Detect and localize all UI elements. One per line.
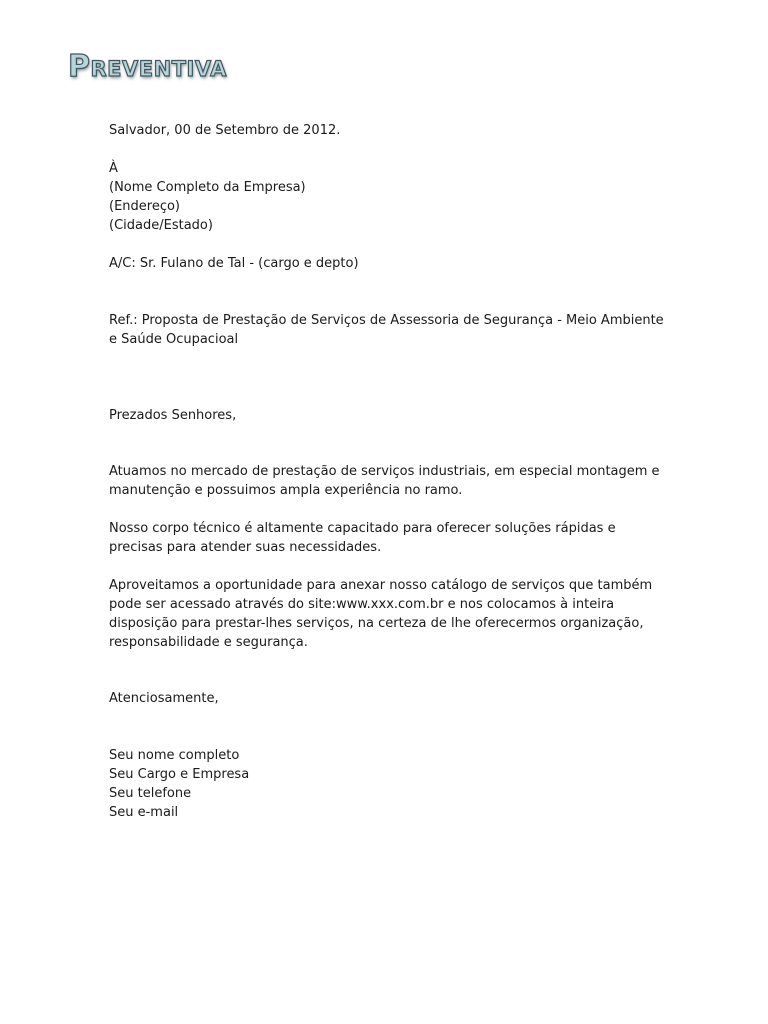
paragraph-line: Aproveitamos a oportunidade para anexar nosso catálogo de serviços que também bbox=[109, 578, 653, 593]
paragraph-line: Atuamos no mercado de prestação de serviços industriais, em especial montagem e bbox=[109, 464, 660, 479]
paragraph-3 bbox=[109, 576, 669, 652]
recipient-to: À bbox=[109, 161, 118, 176]
signature-role: Seu Cargo e Empresa bbox=[109, 767, 250, 782]
paragraph-1 bbox=[109, 462, 669, 500]
recipient-address: (Endereço) bbox=[109, 199, 181, 214]
recipient-city-state: (Cidade/Estado) bbox=[109, 218, 213, 233]
signature-email: Seu e-mail bbox=[109, 805, 179, 820]
paragraph-line: precisas para atender suas necessidades. bbox=[109, 540, 382, 555]
closing: Atenciosamente, bbox=[109, 691, 219, 706]
signature-name: Seu nome completo bbox=[109, 748, 240, 763]
company-logo: Preventiva bbox=[68, 49, 227, 84]
paragraph-line: manutenção e possuimos ampla experiência no ramo. bbox=[109, 483, 463, 498]
paragraph-line: Nosso corpo técnico é altamente capacitado para oferecer soluções rápidas e bbox=[109, 521, 616, 536]
date-line: Salvador, 00 de Setembro de 2012. bbox=[109, 123, 341, 138]
attention-line: A/C: Sr. Fulano de Tal - (cargo e depto) bbox=[109, 256, 359, 271]
recipient-company: (Nome Completo da Empresa) bbox=[109, 180, 306, 195]
signature-phone: Seu telefone bbox=[109, 786, 192, 801]
reference-line: e Saúde Ocupacioal bbox=[109, 332, 239, 347]
greeting: Prezados Senhores, bbox=[109, 408, 237, 423]
paragraph-line: disposição para prestar-lhes serviços, na certeza de lhe oferecermos organização, bbox=[109, 616, 644, 631]
paragraph-2 bbox=[109, 519, 669, 557]
paragraph-line: responsabilidade e segurança. bbox=[109, 635, 308, 650]
reference-block bbox=[109, 311, 669, 349]
paragraph-line: pode ser acessado através do site:www.xxx.com.br e nos colocamos à inteira bbox=[109, 597, 615, 612]
reference-line: Ref.: Proposta de Prestação de Serviços de Assessoria de Segurança - Meio Ambiente bbox=[109, 313, 664, 328]
